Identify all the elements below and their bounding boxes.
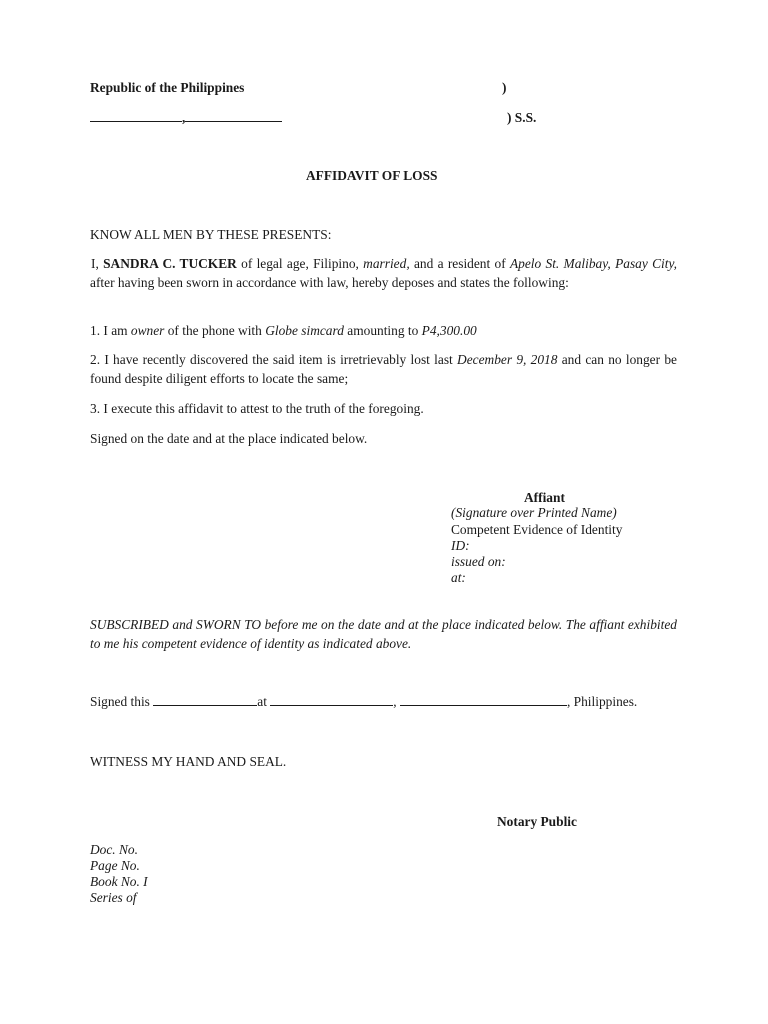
opening-line: KNOW ALL MEN BY THESE PRESENTS: — [90, 227, 332, 242]
date-blank[interactable] — [153, 693, 257, 706]
affiant-address: Apelo St. Malibay, Pasay City, — [509, 256, 678, 271]
intro-text-1: I, — [91, 256, 104, 271]
republic-heading: Republic of the Philippines — [90, 80, 245, 95]
statement-2-text-c: and can no longer be found despite diligent efforts to locate the same; — [90, 352, 677, 386]
witness-line: WITNESS MY HAND AND SEAL. — [90, 754, 287, 769]
document-title: AFFIDAVIT OF LOSS — [306, 168, 438, 183]
venue-comma: , — [182, 110, 186, 125]
book-no: Book No. I — [90, 874, 148, 889]
loss-date: December 9, 2018 — [457, 352, 558, 367]
intro-paragraph — [90, 254, 677, 292]
venue-line — [90, 108, 282, 127]
evidence-label: Competent Evidence of Identity — [451, 522, 623, 537]
intro-text-4: after having been sworn in accordance with law, hereby deposes and states the following: — [90, 275, 569, 290]
ss-mark: ) S.S. — [507, 110, 537, 125]
notary-label: Notary Public — [497, 814, 577, 829]
statement-1-text-e: amounting to — [343, 323, 422, 338]
place-blank[interactable] — [270, 693, 393, 706]
lost-item: Globe simcard — [265, 323, 344, 338]
at-label: at — [257, 694, 271, 709]
place-comma: , — [393, 694, 400, 709]
venue-bracket: ) — [502, 80, 507, 95]
venue-province-blank[interactable] — [185, 109, 282, 122]
issued-at-field: at: — [451, 570, 466, 585]
issued-on-field: issued on: — [451, 554, 506, 569]
affiant-label: Affiant — [524, 490, 565, 505]
signed-this-line — [90, 692, 637, 711]
affiant-name: SANDRA C. TUCKER — [103, 256, 237, 271]
intro-text-3: and a resident of — [409, 256, 510, 271]
intro-text-2: of legal age, Filipino, — [236, 256, 364, 271]
signature-caption: (Signature over Printed Name) — [451, 505, 617, 520]
statement-1 — [90, 321, 677, 340]
country-label: , Philippines. — [566, 694, 638, 709]
statement-2-text-a: 2. I have recently discovered the said item is irretrievably lost last — [90, 352, 458, 367]
page-no: Page No. — [90, 858, 140, 873]
signed-this-label: Signed this — [90, 694, 154, 709]
venue-city-blank[interactable] — [90, 109, 182, 122]
signed-note: Signed on the date and at the place indicated below. — [90, 431, 368, 446]
statement-1-text-c: of the phone with — [164, 323, 266, 338]
jurat-paragraph — [90, 615, 677, 653]
statement-3: 3. I execute this affidavit to attest to the truth of the foregoing. — [90, 401, 424, 416]
series-of: Series of — [90, 890, 137, 905]
jurat-text: SUBSCRIBED and SWORN TO before me on the date and at the place indicated below. The affiant exhibited to me his competent evidence of identity as indicated above. — [90, 617, 677, 651]
statement-1-text-a: 1. I am — [90, 323, 131, 338]
civil-status: married, — [363, 256, 410, 271]
id-field: ID: — [451, 538, 470, 553]
statement-2 — [90, 350, 677, 388]
ownership: owner — [130, 323, 165, 338]
item-amount: P4,300.00 — [421, 323, 477, 338]
doc-no: Doc. No. — [90, 842, 138, 857]
city-blank[interactable] — [400, 693, 567, 706]
